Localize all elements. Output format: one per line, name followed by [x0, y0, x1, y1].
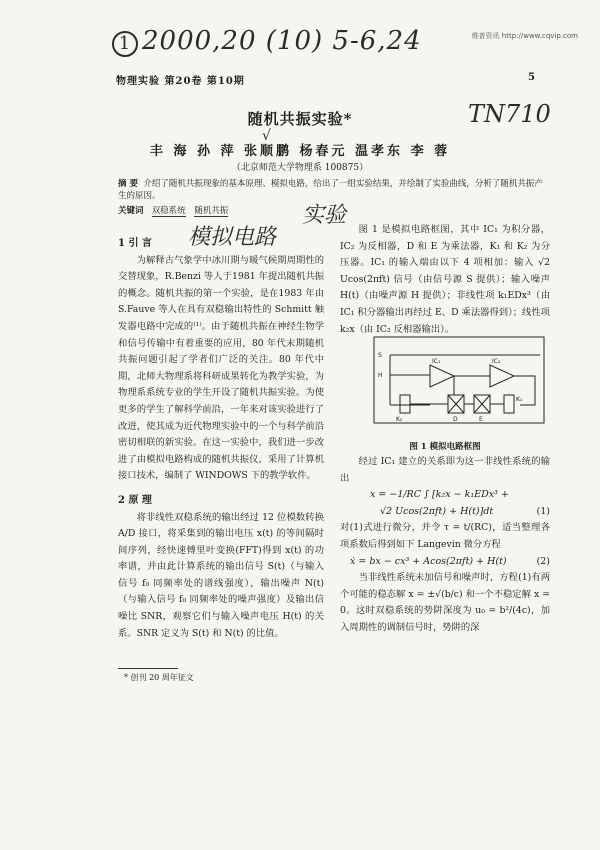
handwritten-citation-text: 2000,20 (10) 5-6,24: [142, 26, 422, 56]
label-k2: K₂: [396, 416, 403, 423]
left-column: [118, 236, 324, 642]
label-ic1: IC₁: [432, 358, 441, 365]
running-title: 物理实验 第20卷 第10期: [116, 76, 245, 87]
divider-k1: [504, 395, 514, 413]
label-ic2: IC₂: [492, 358, 501, 365]
author-list: 丰 海 孙 萍 张顺鹏 杨春元 温孝东 李 蓉: [149, 144, 451, 159]
watermark: 维普资讯 http://www.cqvip.com: [471, 32, 578, 40]
langevin-intro-paragraph: 对(1)式进行微分，并令 τ = t/(RC)，适当整理各项系数后得到如下 Langevin 微分方程: [340, 522, 550, 550]
circuit-block-diagram: [370, 335, 548, 427]
page-number: 5: [528, 72, 535, 83]
label-h: H: [378, 372, 383, 379]
equation-1-line-2-text: √2 Ucos(2πft) + H(t)]dt: [380, 505, 494, 517]
handwritten-checkmark: √: [262, 128, 271, 144]
handwritten-citation: [112, 26, 422, 57]
equation-intro-paragraph: 经过 IC₁ 建立的关系即为这一非线性系统的输出: [340, 456, 550, 484]
handwritten-classification-code: TN710: [468, 100, 551, 128]
footnote: * 创刊 20 周年征文: [124, 673, 194, 682]
equation-1-line-2: [340, 504, 550, 521]
figure-description-paragraph: 图 1 是模拟电路框图，其中 IC₁ 为积分器，IC₂ 为反相器，D 和 E 为乘法器，K₁ 和 K₂ 为分压器。IC₁ 的输入端由以下 4 项相加：输入 √2 Ucos(2πft) 信号（由信号源 S 提供）；输入噪声 H(t)（由噪声源 H 提供）；非线性项 k₁EDx³（由 IC₁ 积分器输出再经过 E、D 乘法器得到）；线性项 k₂x（由 IC₂ 反相器输出）。: [340, 224, 550, 335]
circled-number: 1: [112, 31, 138, 57]
keywords-label: 关键词: [118, 206, 144, 216]
label-k1: K₁: [516, 396, 523, 403]
divider-k2: [400, 395, 410, 413]
abstract-label: 摘 要: [118, 179, 138, 189]
keywords: [118, 204, 234, 216]
section-1-paragraph: 为解释古气象学中冰川期与暖气候期周期性的交替现象，R.Benzi 等人于1981 年提出随机共振的概念。随机共振的第一个实验，是在1983 年由 S.Fauve 等人在具有双稳输出特性的 Schmitt 触发器电路中完成的⁽¹⁾。由于随机共振在神经生物学和信号传输中有着重要的应用，80 年代末期随机共振问题引起了学者们广泛的关注。80 年代中期，北师大物理系将科研成果转化为教学实验，为物理系系统专业的学生开设了随机共振实验。为使更多的学生了解科学前沿，一年来对该实验进行了改进，使其成为近代物理实验中的一个与科学前沿密切相联的新实验。在这一实验中，我们进一步改进了由模拟电路构成的随机共振仪，采用了计算机接口技术，编制了 WINDOWS 下的教学软件。: [118, 254, 324, 482]
integrator-ic1: [430, 365, 454, 387]
equation-1-line-1: x = −1/RC ∫ [k₂x − k₁EDx³ +: [370, 489, 509, 501]
abstract-text: 介绍了随机共振现象的基本原理、模拟电路，给出了一组实验结果，并绘制了实验曲线，分析了随机共振产生的原因。: [118, 179, 543, 201]
right-column-body: [340, 454, 550, 637]
equation-2: [340, 554, 550, 571]
inverter-ic2: [490, 365, 514, 387]
keyword-1: 双稳系统: [151, 206, 186, 216]
article-title: 随机共振实验*: [247, 110, 353, 128]
steady-state-paragraph: 当非线性系统未加信号和噪声时，方程(1)有两个可能的稳态解 x = ±√(b/c) 和一个不稳定解 x = 0。这时双稳系统的势阱深度为 u₀ = b²/(4c)，加入周期性的调制信号时，势阱的深: [340, 572, 550, 633]
figure-caption: 图 1 模拟电路框图: [409, 442, 481, 452]
affiliation: （北京师范大学物理系 100875）: [231, 163, 369, 173]
equation-2-text: ẋ = bx − cx³ + Acos(2πft) + H(t): [350, 555, 507, 567]
footnote-rule: [118, 668, 178, 669]
equation-1-number: (1): [536, 505, 550, 517]
handwritten-note-experiment: 实验: [302, 203, 347, 228]
section-2-heading: 2 原 理: [118, 494, 152, 506]
label-s: S: [378, 352, 382, 359]
diagram-wires-2: [454, 376, 535, 405]
handwritten-note-analog-circuit: 模拟电路: [188, 225, 277, 250]
right-column-intro: [340, 222, 550, 338]
keyword-2: 随机共振: [194, 206, 229, 216]
label-d: D: [453, 416, 458, 423]
section-1-heading: 1 引 言: [118, 238, 152, 249]
label-e: E: [479, 416, 483, 423]
equation-2-number: (2): [536, 555, 550, 567]
section-2-paragraph: 将非线性双稳系统的输出经过 12 位模数转换 A/D 接口，将采集到的输出电压 x(t) 的等间隔时间序列，经快速傅里叶变换(FFT)得到 x(t) 的功率谱，并由此计算系统的输出信号 S(t)（与输入信号 f₀ 同频率处的谱线强度），输出噪声 N(t)（与输入信号 f₀ 同频率处的噪声强度）及输出信噪比 SNR，观察它们与输入噪声电压 H(t) 的关系。SNR 定义为 S(t) 和 N(t) 的比值。: [118, 511, 324, 639]
